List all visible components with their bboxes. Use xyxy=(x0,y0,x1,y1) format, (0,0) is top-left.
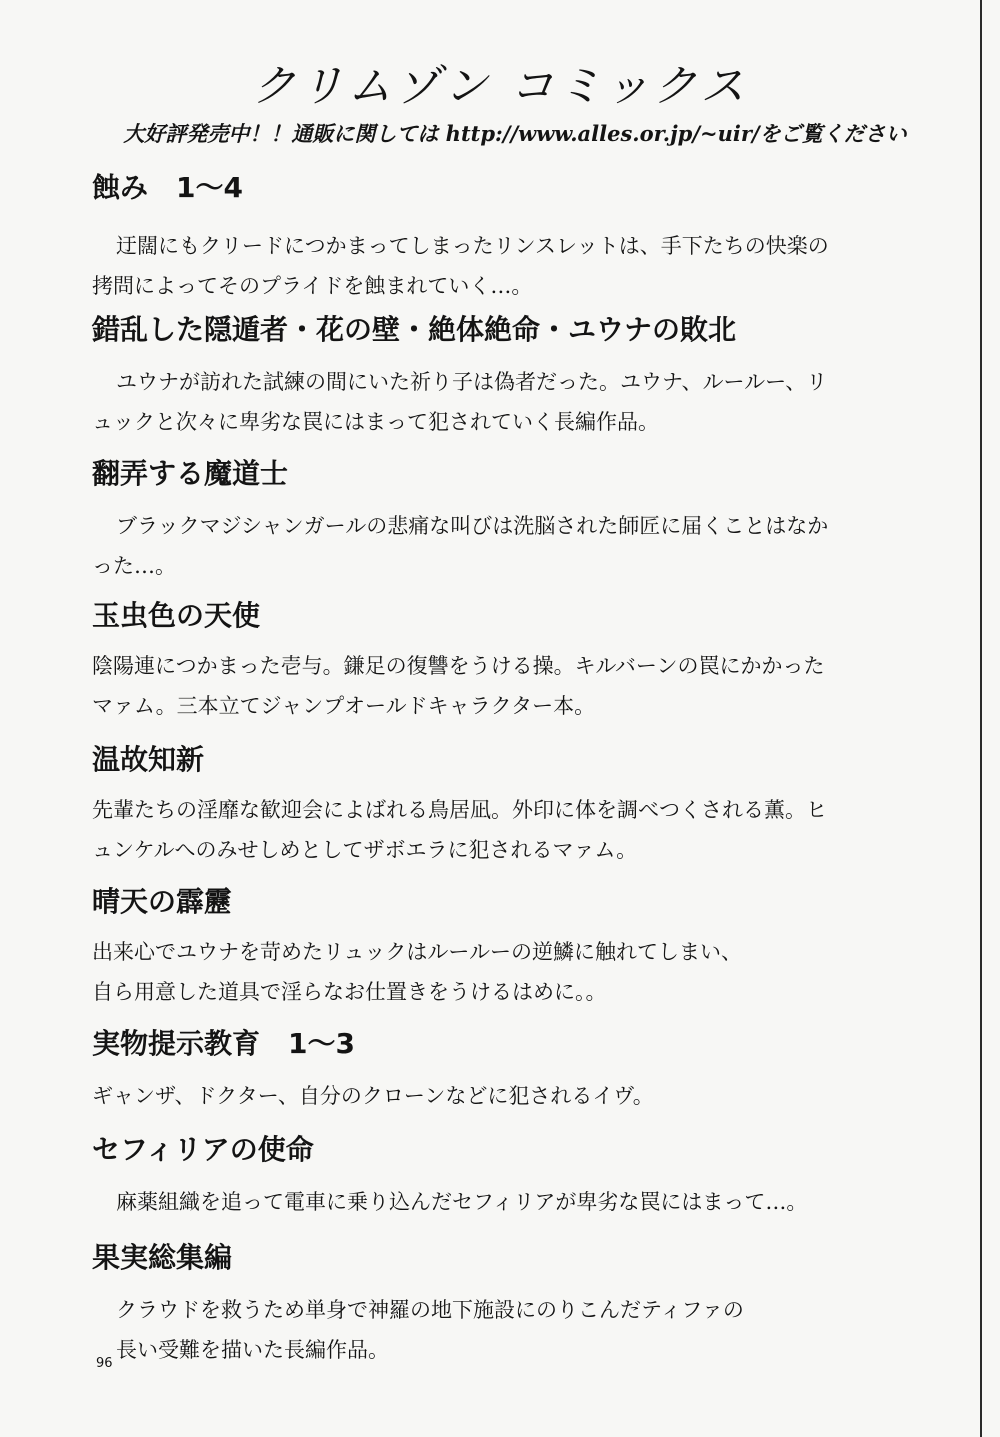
entry-line: ユウナが訪れた試練の間にいた祈り子は偽者だった。ユウナ、ルールー、リ xyxy=(116,370,828,394)
entry-6 xyxy=(92,884,952,1012)
entry-title: 温故知新 xyxy=(92,743,205,776)
page-title: クリムゾン コミックス xyxy=(251,61,749,112)
entry-title: 蝕み 1～4 xyxy=(92,171,243,204)
entry-4 xyxy=(92,598,952,726)
entry-line: ブラックマジシャンガールの悲痛な叫びは洗脳された師匠に届くことはなか xyxy=(116,514,829,538)
entry-7 xyxy=(92,1026,952,1116)
entry-line: ュックと次々に卑劣な罠にはまって犯されていく長編作品。 xyxy=(92,410,659,434)
entry-9 xyxy=(92,1240,952,1370)
entry-line: 出来心でユウナを苛めたリュックはルールーの逆鱗に触れてしまい、 xyxy=(92,940,742,964)
entry-line: ギャンザ、ドクター、自分のクローンなどに犯されるイヴ。 xyxy=(92,1084,654,1108)
entry-line: 拷問によってそのプライドを蝕まれていく…。 xyxy=(92,274,533,298)
entry-title: 晴天の霹靂 xyxy=(92,885,233,918)
entry-title: 玉虫色の天使 xyxy=(92,599,261,632)
page-edge-rule xyxy=(980,0,982,1437)
entry-3 xyxy=(92,456,952,586)
page-number: 96 xyxy=(96,1356,113,1371)
entry-line: ュンケルへのみせしめとしてザボエラに犯されるマァム。 xyxy=(92,838,638,862)
entry-8 xyxy=(92,1132,952,1222)
entry-title: セフィリアの使命 xyxy=(92,1133,314,1166)
page-subtitle: 大好評発売中！！通販に関しては http://www.alles.or.jp/~uir/をご覧ください xyxy=(123,121,907,146)
entry-line: った…。 xyxy=(92,554,176,578)
entry-line: 陰陽連につかまった壱与。鎌足の復讐をうける操。キルバーンの罠にかかった xyxy=(92,654,825,678)
entry-title: 翻弄する魔道士 xyxy=(92,457,289,490)
entry-line: マァム。三本立てジャンプオールドキャラクター本。 xyxy=(92,694,596,718)
entry-5 xyxy=(92,742,952,870)
entry-title: 錯乱した隠遁者・花の壁・絶体絶命・ユウナの敗北 xyxy=(92,313,737,346)
entry-line: 自ら用意した道具で淫らなお仕置きをうけるはめに。。 xyxy=(92,980,607,1004)
entry-line: 麻薬組織を追って電車に乗り込んだセフィリアが卑劣な罠にはまって…。 xyxy=(116,1190,808,1214)
entry-title: 果実総集編 xyxy=(92,1241,233,1274)
entry-title: 実物提示教育 1～3 xyxy=(92,1027,355,1060)
entry-line: クラウドを救うため単身で神羅の地下施設にのりこんだティファの xyxy=(116,1298,744,1322)
entry-1 xyxy=(92,170,952,306)
entry-line: 先輩たちの淫靡な歓迎会によばれる鳥居凪。外印に体を調べつくされる薫。ヒ xyxy=(92,798,827,822)
entry-2 xyxy=(92,312,952,442)
entry-line: 迂闊にもクリードにつかまってしまったリンスレットは、手下たちの快楽の xyxy=(116,234,829,258)
entry-line: 長い受難を描いた長編作品。 xyxy=(116,1338,389,1362)
